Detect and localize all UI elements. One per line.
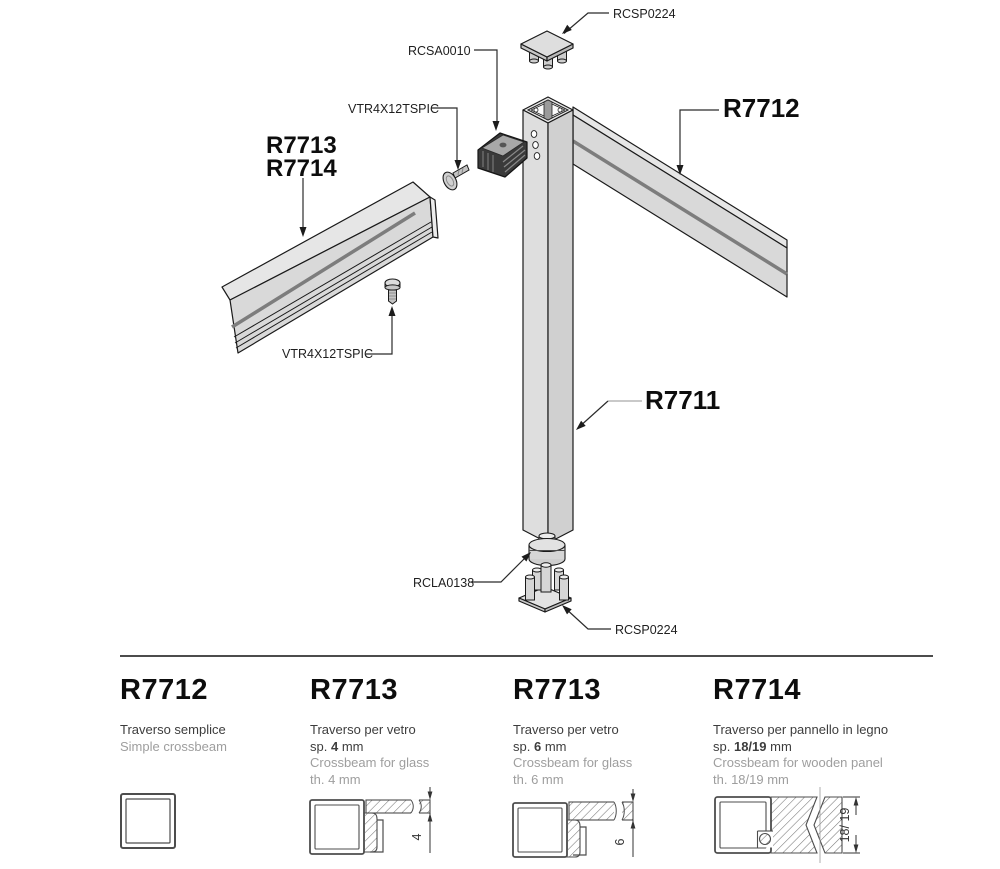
- thickness-value: 18/19: [733, 738, 767, 754]
- left-beam-r7713-r7714: [222, 182, 438, 353]
- svg-text:18/ 19: 18/ 19: [838, 807, 852, 843]
- item-thickness-en: th. 6 mm: [513, 771, 564, 787]
- item-code: R7714: [713, 674, 801, 706]
- item-thickness-en: th. 4 mm: [310, 771, 361, 787]
- dimension-4mm: [410, 787, 432, 853]
- cross-section-r7714: [712, 779, 872, 867]
- callout-connector: RCSA0010: [408, 44, 471, 58]
- callout-screw-horizontal: VTR4X12TSPIC: [348, 102, 440, 116]
- callout-right-beam: R7712: [723, 93, 800, 123]
- callout-top-cap: RCSP0224: [613, 7, 676, 21]
- callout-left-beam-1: R7713: [266, 132, 337, 159]
- catalog-item-r7713-4mm: [310, 676, 505, 788]
- item-desc-en: Crossbeam for wooden panel: [713, 755, 883, 770]
- item-desc-it: Traverso per vetro: [513, 722, 619, 737]
- item-thickness-it: sp. 18/19 mm: [713, 738, 792, 754]
- cross-section-r7713-4mm: [308, 779, 448, 863]
- item-code: R7712: [120, 674, 208, 706]
- gasket-section: [364, 813, 377, 852]
- cross-section-r7712: [118, 791, 188, 857]
- item-desc-en: Simple crossbeam: [120, 738, 227, 754]
- item-desc-it: Traverso per vetro: [310, 722, 416, 737]
- gasket-section: [760, 834, 771, 845]
- callout-screw-vertical: VTR4X12TSPIC: [282, 347, 374, 361]
- base-plate: [519, 563, 571, 612]
- item-thickness-en: th. 18/19 mm: [713, 771, 789, 787]
- corner-connector: [478, 133, 527, 177]
- cross-section-r7713-6mm: [511, 779, 651, 863]
- item-code: R7713: [310, 674, 398, 706]
- callout-left-beam-2: R7714: [266, 155, 337, 182]
- screw-horizontal: [440, 165, 469, 192]
- item-code: R7713: [513, 674, 601, 706]
- catalog-item-r7712: [120, 676, 300, 755]
- callout-base-plate: RCSP0224: [615, 623, 678, 637]
- callout-post: R7711: [645, 385, 721, 415]
- item-desc-it: Traverso per pannello in legno: [713, 722, 889, 737]
- svg-text:6: 6: [613, 838, 627, 846]
- top-cap: [521, 31, 573, 69]
- post-r7711: [523, 97, 573, 543]
- foot: [529, 533, 565, 566]
- screw-vertical: [385, 279, 400, 304]
- dimension-6mm: [613, 789, 635, 857]
- item-desc-en: Crossbeam for glass: [310, 755, 430, 770]
- thickness-value: 6: [533, 738, 542, 754]
- item-thickness-it: sp. 6 mm: [513, 738, 567, 754]
- wood-panel-section: [771, 797, 817, 853]
- item-desc-en: Crossbeam for glass: [513, 755, 633, 770]
- thickness-value: 4: [330, 738, 339, 754]
- section-divider: [120, 655, 933, 657]
- callout-foot: RCLA0138: [413, 576, 475, 590]
- item-desc-it: Traverso semplice: [120, 722, 226, 737]
- svg-text:4: 4: [410, 833, 424, 841]
- catalog-item-r7713-6mm: [513, 676, 708, 788]
- item-thickness-it: sp. 4 mm: [310, 738, 364, 754]
- catalog-item-r7714: [713, 676, 938, 788]
- gasket-section: [567, 820, 580, 857]
